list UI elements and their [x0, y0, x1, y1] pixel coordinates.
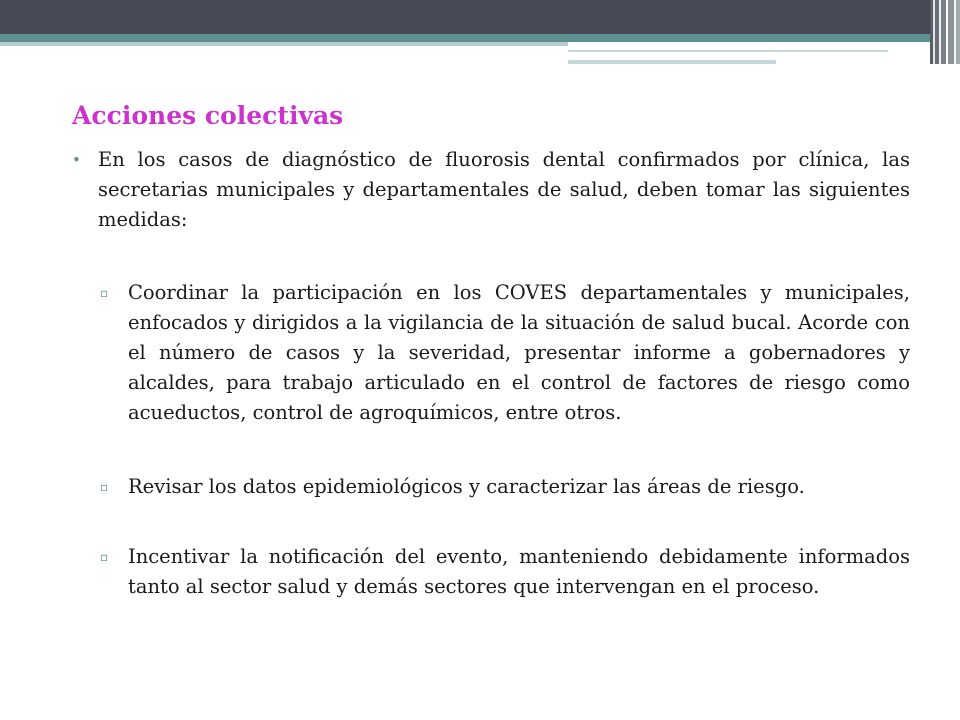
- sub-bullet-item: [100, 472, 910, 502]
- sub-bullet-text: Coordinar la participación en los COVES departamentales y municipales, enfocados y dirigidos a la vigilancia de la situación de salud bucal. Acorde con el número de casos y la severidad, presentar informe a gobernadores y alcaldes, para trabajo articulado en el control de factores de riesgo como acueductos, control de agroquímicos, entre otros.: [128, 281, 910, 424]
- square-bullet-icon: ▫: [100, 480, 109, 494]
- square-bullet-icon: ▫: [100, 286, 109, 300]
- intro-text: En los casos de diagnóstico de fluorosis dental confirmados por clínica, las secretarias municipales y departamentales de salud, deben tomar las siguientes medidas:: [98, 148, 910, 231]
- square-bullet-icon: ▫: [100, 550, 109, 564]
- header-accent-line: [568, 60, 776, 64]
- bullet-icon: •: [72, 151, 81, 169]
- header-corner-stripes: [930, 0, 960, 64]
- header-bar: [0, 0, 960, 34]
- sub-bullet-text: Revisar los datos epidemiológicos y caracterizar las áreas de riesgo.: [128, 475, 805, 498]
- sub-bullet-item: [100, 278, 910, 428]
- header-accent-line: [568, 50, 888, 52]
- header-accent-band: [0, 34, 960, 42]
- sub-bullet-item: [100, 542, 910, 602]
- sub-bullet-text: Incentivar la notificación del evento, manteniendo debidamente informados tanto al sector salud y demás sectores que intervengan en el proceso.: [128, 545, 910, 598]
- slide-title: Acciones colectivas: [72, 101, 344, 130]
- header-accent-line: [0, 42, 568, 46]
- intro-bullet-item: [72, 145, 910, 235]
